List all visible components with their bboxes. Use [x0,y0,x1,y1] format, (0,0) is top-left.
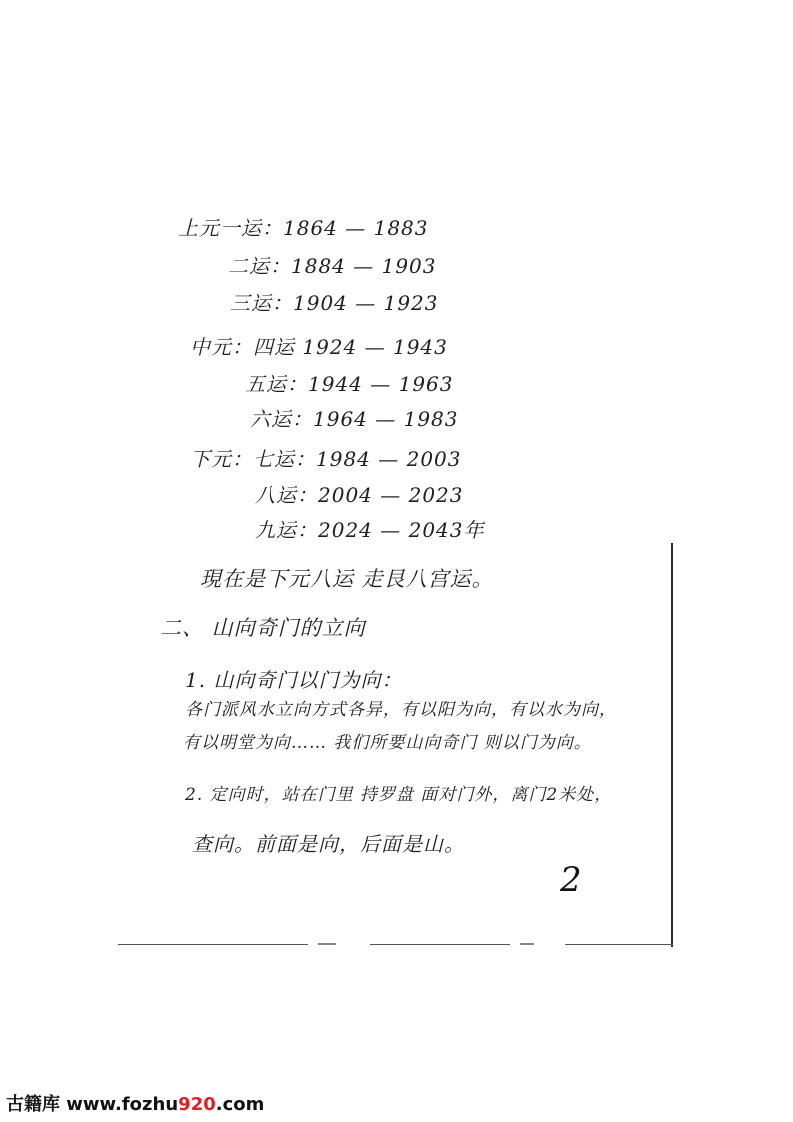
page-bottom-border-right [565,944,673,945]
section-heading: 二、 山向奇门的立向 [160,616,366,640]
current-period-note: 現在是下元八运 走艮八宫运。 [200,567,494,591]
item-1-title: 1. 山向奇门以门为向： [185,668,403,692]
page-bottom-border-mark-1 [318,943,336,945]
item-1-line-2: 有以明堂为向…… 我们所要山向奇门 则以门为向。 [183,733,592,753]
page-bottom-border-mark-2 [520,943,534,945]
footer-watermark [6,1090,264,1116]
page-bottom-border-middle [370,944,510,945]
period-line-7: 下元：七运：1984 — 2003 [190,447,462,471]
period-line-3: 三运：1904 — 1923 [230,291,439,315]
footer-site-name: 古籍库 [6,1094,60,1115]
page-number: 2 [560,860,582,900]
period-line-4: 中元：四运 1924 — 1943 [190,335,448,359]
footer-url-number: 920 [178,1094,216,1115]
footer-url[interactable] [66,1094,264,1115]
period-line-8: 八运：2004 — 2023 [255,483,464,507]
period-line-6: 六运：1964 — 1983 [250,407,459,431]
item-1-line-1: 各门派风水立向方式各异，有以阳为向，有以水为向， [185,700,617,720]
period-line-2: 二运：1884 — 1903 [228,254,437,278]
page-right-border [671,543,673,947]
item-2-line-2: 查向。前面是向，后面是山。 [192,832,465,856]
page-bottom-border-left [118,944,308,945]
period-line-9: 九运：2024 — 2043年 [255,518,485,542]
period-line-5: 五运：1944 — 1963 [245,372,454,396]
period-line-1: 上元一运：1864 — 1883 [178,216,429,240]
footer-url-prefix: www.fozhu [66,1094,179,1115]
footer-url-suffix: .com [215,1094,265,1115]
item-2-line-1: 2. 定向时，站在门里 持罗盘 面对门外，离门2米处， [185,785,613,805]
